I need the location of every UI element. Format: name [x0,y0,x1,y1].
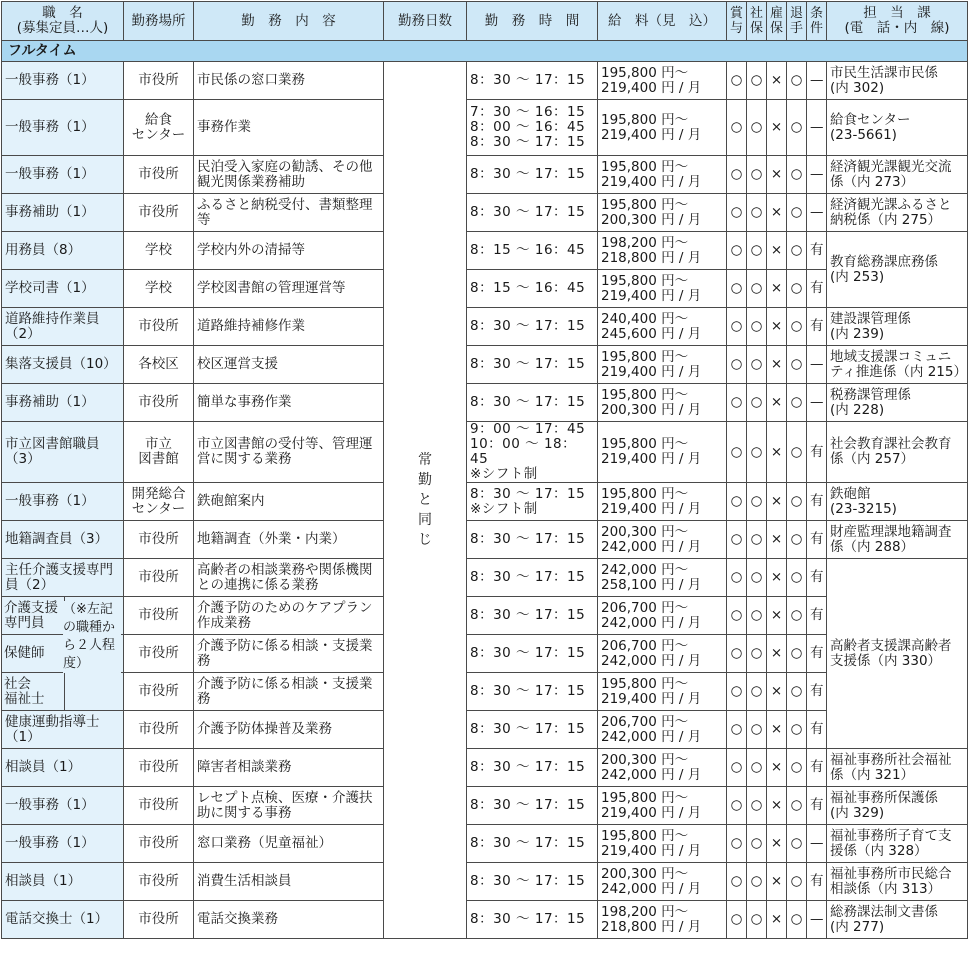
work-time: 8：30 ～ 17：15 [467,346,598,384]
contact-dept: 総務課法制文書係 (内 277) [827,901,968,939]
job-title: 道路維持作業員（2） [2,308,124,346]
table-row [2,194,968,232]
work-place: 市役所 [124,825,194,863]
work-time: 7：30 ～ 16：15 8：00 ～ 16：45 8：30 ～ 17：15 [467,100,598,156]
social-insurance-mark: ○ [747,863,767,901]
work-place: 各校区 [124,346,194,384]
condition-mark: — [807,100,827,156]
work-time: 8：30 ～ 17：15 [467,825,598,863]
work-place: 市役所 [124,62,194,100]
work-place: 学校 [124,270,194,308]
employment-insurance-mark: × [767,521,787,559]
section-label: フルタイム [2,41,968,62]
work-content: 介護予防体操普及業務 [194,711,384,749]
work-content: ふるさと納税受付、書類整理等 [194,194,384,232]
retirement-allowance-mark: ○ [787,673,807,711]
salary: 242,000 円～ 258,100 円 / 月 [598,559,727,597]
employment-insurance-mark: × [767,384,787,422]
salary: 206,700 円～ 242,000 円 / 月 [598,635,727,673]
table-row [2,863,968,901]
social-insurance-mark: ○ [747,673,767,711]
header-bonus: 賞 与 [727,2,747,41]
retirement-allowance-mark: ○ [787,635,807,673]
employment-insurance-mark: × [767,100,787,156]
condition-mark: — [807,346,827,384]
bonus-mark: ○ [727,559,747,597]
contact-dept: 税務課管理係 (内 228) [827,384,968,422]
work-time: 8：30 ～ 17：15 [467,787,598,825]
social-insurance-mark: ○ [747,156,767,194]
bonus-mark: ○ [727,232,747,270]
retirement-allowance-mark: ○ [787,100,807,156]
header-employ: 雇 保 [767,2,787,41]
table-row [2,232,968,270]
retirement-allowance-mark: ○ [787,308,807,346]
employment-insurance-mark: × [767,825,787,863]
work-time: 8：30 ～ 17：15 [467,749,598,787]
salary: 195,800 円～ 219,400 円 / 月 [598,100,727,156]
social-insurance-mark: ○ [747,232,767,270]
table-row [2,483,968,521]
employment-insurance-mark: × [767,422,787,483]
employment-insurance-mark: × [767,232,787,270]
job-split-wrap [2,673,123,710]
job-title: 電話交換士（1） [2,901,124,939]
table-row [2,62,968,100]
table-row [2,384,968,422]
employment-insurance-mark: × [767,863,787,901]
table-row [2,673,968,711]
salary: 198,200 円～ 218,800 円 / 月 [598,232,727,270]
header-row [2,2,968,41]
work-content: 障害者相談業務 [194,749,384,787]
employment-insurance-mark: × [767,62,787,100]
work-content: 高齢者の相談業務や関係機関との連携に係る業務 [194,559,384,597]
header-days: 勤務日数 [384,2,467,41]
work-time: 8：30 ～ 17：15 [467,673,598,711]
employment-insurance-mark: × [767,270,787,308]
bonus-mark: ○ [727,483,747,521]
salary: 206,700 円～ 242,000 円 / 月 [598,711,727,749]
work-place: 市役所 [124,711,194,749]
social-insurance-mark: ○ [747,100,767,156]
job-title: 学校司書（1） [2,270,124,308]
contact-dept: 福祉事務所保護係 (内 329) [827,787,968,825]
bonus-mark: ○ [727,635,747,673]
social-insurance-mark: ○ [747,270,767,308]
work-place: 市役所 [124,863,194,901]
header-retire: 退 手 [787,2,807,41]
contact-dept: 福祉事務所社会福祉係（内 321） [827,749,968,787]
salary: 195,800 円～ 200,300 円 / 月 [598,194,727,232]
employment-insurance-mark: × [767,559,787,597]
work-time: 8：30 ～ 17：15 ※シフト制 [467,483,598,521]
contact-dept: 市民生活課市民係 (内 302) [827,62,968,100]
retirement-allowance-mark: ○ [787,559,807,597]
retirement-allowance-mark: ○ [787,901,807,939]
table-row [2,346,968,384]
employment-insurance-mark: × [767,483,787,521]
social-insurance-mark: ○ [747,483,767,521]
bonus-mark: ○ [727,749,747,787]
retirement-allowance-mark: ○ [787,156,807,194]
condition-mark: — [807,384,827,422]
salary: 195,800 円～ 219,400 円 / 月 [598,422,727,483]
work-content: 電話交換業務 [194,901,384,939]
bonus-mark: ○ [727,863,747,901]
table-row [2,635,968,673]
retirement-allowance-mark: ○ [787,346,807,384]
work-place: 開発総合 センター [124,483,194,521]
retirement-allowance-mark: ○ [787,863,807,901]
condition-mark: 有 [807,673,827,711]
job-title-text: 社会 福祉士 [2,673,65,710]
table-row [2,787,968,825]
contact-dept: 地域支援課コミュニティ推進係（内 215） [827,346,968,384]
social-insurance-mark: ○ [747,62,767,100]
salary: 195,800 円～ 200,300 円 / 月 [598,384,727,422]
condition-mark: — [807,62,827,100]
work-content: レセプト点検、医療・介護扶助に関する事務 [194,787,384,825]
job-title: 市立図書館職員（3） [2,422,124,483]
social-insurance-mark: ○ [747,559,767,597]
work-place: 市役所 [124,521,194,559]
work-place: 市役所 [124,194,194,232]
salary: 200,300 円～ 242,000 円 / 月 [598,863,727,901]
work-content: 校区運営支援 [194,346,384,384]
salary: 195,800 円～ 219,400 円 / 月 [598,825,727,863]
contact-dept: 経済観光課観光交流係（内 273） [827,156,968,194]
social-insurance-mark: ○ [747,635,767,673]
contact-dept: 経済観光課ふるさと納税係（内 275） [827,194,968,232]
condition-mark: 有 [807,863,827,901]
bonus-mark: ○ [727,270,747,308]
condition-mark: 有 [807,559,827,597]
work-days-text: 常勤と同じ [418,452,432,548]
work-place: 市役所 [124,156,194,194]
retirement-allowance-mark: ○ [787,270,807,308]
bonus-mark: ○ [727,787,747,825]
work-place: 市役所 [124,308,194,346]
work-content: 市民係の窓口業務 [194,62,384,100]
condition-mark: 有 [807,521,827,559]
condition-mark: 有 [807,232,827,270]
contact-dept: 教育総務課庶務係 (内 253) [827,232,968,308]
job-title-text: 介護支援専門員 [2,597,65,634]
table-row [2,825,968,863]
work-time: 8：30 ～ 17：15 [467,597,598,635]
salary: 195,800 円～ 219,400 円 / 月 [598,673,727,711]
retirement-allowance-mark: ○ [787,194,807,232]
work-place: 市立 図書館 [124,422,194,483]
employment-insurance-mark: × [767,597,787,635]
work-place: 市役所 [124,597,194,635]
bonus-mark: ○ [727,521,747,559]
table-row [2,521,968,559]
work-content: 鉄砲館案内 [194,483,384,521]
condition-mark: — [807,901,827,939]
salary: 200,300 円～ 242,000 円 / 月 [598,749,727,787]
bonus-mark: ○ [727,346,747,384]
social-insurance-mark: ○ [747,422,767,483]
employment-insurance-mark: × [767,901,787,939]
bonus-mark: ○ [727,711,747,749]
table-row [2,100,968,156]
job-title: 地籍調査員（3） [2,521,124,559]
employment-insurance-mark: × [767,749,787,787]
bonus-mark: ○ [727,384,747,422]
job-title: 相談員（1） [2,863,124,901]
condition-mark: — [807,194,827,232]
social-insurance-mark: ○ [747,825,767,863]
social-insurance-mark: ○ [747,521,767,559]
condition-mark: 有 [807,483,827,521]
work-content: 学校図書館の管理運営等 [194,270,384,308]
salary: 195,800 円～ 219,400 円 / 月 [598,270,727,308]
work-days-merged [384,62,467,939]
header-contact: 担 当 課 (電 話・内 線) [827,2,968,41]
salary: 200,300 円～ 242,000 円 / 月 [598,521,727,559]
employment-insurance-mark: × [767,346,787,384]
work-content: 道路維持補修作業 [194,308,384,346]
bonus-mark: ○ [727,597,747,635]
work-time: 8：30 ～ 17：15 [467,308,598,346]
social-insurance-mark: ○ [747,384,767,422]
job-note: （※左記の職種から２人程度） [63,601,121,673]
contact-dept: 高齢者支援課高齢者支援係（内 330） [827,559,968,749]
job-title: 用務員（8） [2,232,124,270]
job-title: 一般事務（1） [2,483,124,521]
job-listing-table [1,1,968,939]
salary: 195,800 円～ 219,400 円 / 月 [598,346,727,384]
work-time: 8：15 ～ 16：45 [467,270,598,308]
social-insurance-mark: ○ [747,346,767,384]
work-time: 8：30 ～ 17：15 [467,384,598,422]
header-time: 勤 務 時 間 [467,2,598,41]
table-row [2,597,968,635]
bonus-mark: ○ [727,62,747,100]
job-title: 一般事務（1） [2,100,124,156]
bonus-mark: ○ [727,100,747,156]
contact-dept: 福祉事務所子育て支援係（内 328） [827,825,968,863]
retirement-allowance-mark: ○ [787,597,807,635]
work-time: 8：30 ～ 17：15 [467,521,598,559]
work-place: 市役所 [124,673,194,711]
salary: 206,700 円～ 242,000 円 / 月 [598,597,727,635]
job-title: 主任介護支援専門員（2） [2,559,124,597]
employment-insurance-mark: × [767,635,787,673]
social-insurance-mark: ○ [747,787,767,825]
salary: 240,400 円～ 245,600 円 / 月 [598,308,727,346]
retirement-allowance-mark: ○ [787,521,807,559]
work-place: 市役所 [124,787,194,825]
job-title: 一般事務（1） [2,825,124,863]
retirement-allowance-mark: ○ [787,787,807,825]
contact-dept: 社会教育課社会教育係（内 257） [827,422,968,483]
work-content: 事務作業 [194,100,384,156]
job-title-text: 保健師 [2,635,65,672]
condition-mark: — [807,156,827,194]
job-title: 相談員（1） [2,749,124,787]
table-row [2,749,968,787]
work-content: 市立図書館の受付等、管理運営に関する業務 [194,422,384,483]
work-time: 8：30 ～ 17：15 [467,62,598,100]
job-title: 事務補助（1） [2,194,124,232]
condition-mark: — [807,825,827,863]
table-row [2,422,968,483]
header-job: 職 名 (募集定員…人) [2,2,124,41]
work-place: 市役所 [124,559,194,597]
retirement-allowance-mark: ○ [787,384,807,422]
work-time: 8：30 ～ 17：15 [467,901,598,939]
work-time: 8：30 ～ 17：15 [467,711,598,749]
work-place: 給食 センター [124,100,194,156]
job-title: 一般事務（1） [2,156,124,194]
bonus-mark: ○ [727,673,747,711]
section-row [2,41,968,62]
work-place: 学校 [124,232,194,270]
work-place: 市役所 [124,384,194,422]
condition-mark: 有 [807,270,827,308]
contact-dept: 財産監理課地籍調査係（内 288） [827,521,968,559]
work-content: 消費生活相談員 [194,863,384,901]
social-insurance-mark: ○ [747,749,767,787]
work-content: 地籍調査（外業・内業） [194,521,384,559]
header-social: 社 保 [747,2,767,41]
work-content: 民泊受入家庭の勧誘、その他観光関係業務補助 [194,156,384,194]
salary: 195,800 円～ 219,400 円 / 月 [598,483,727,521]
condition-mark: 有 [807,422,827,483]
salary: 195,800 円～ 219,400 円 / 月 [598,787,727,825]
work-place: 市役所 [124,901,194,939]
condition-mark: 有 [807,308,827,346]
job-title: 一般事務（1） [2,62,124,100]
work-time: 8：30 ～ 17：15 [467,194,598,232]
salary: 198,200 円～ 218,800 円 / 月 [598,901,727,939]
employment-insurance-mark: × [767,673,787,711]
work-content: 窓口業務（児童福祉） [194,825,384,863]
job-title: 健康運動指導士（1） [2,711,124,749]
header-cond: 条 件 [807,2,827,41]
contact-dept: 鉄砲館 (23-3215) [827,483,968,521]
retirement-allowance-mark: ○ [787,232,807,270]
job-title: 一般事務（1） [2,787,124,825]
table-row [2,308,968,346]
social-insurance-mark: ○ [747,711,767,749]
bonus-mark: ○ [727,825,747,863]
employment-insurance-mark: × [767,308,787,346]
bonus-mark: ○ [727,422,747,483]
social-insurance-mark: ○ [747,901,767,939]
bonus-mark: ○ [727,156,747,194]
retirement-allowance-mark: ○ [787,825,807,863]
work-time: 9：00 ～ 17：45 10：00 ～ 18：45 ※シフト制 [467,422,598,483]
table-row [2,559,968,597]
work-content: 介護予防に係る相談・支援業務 [194,673,384,711]
work-content: 介護予防のためのケアプラン作成業務 [194,597,384,635]
job-title: 集落支援員（10） [2,346,124,384]
contact-dept: 給食センター (23-5661) [827,100,968,156]
job-title: 事務補助（1） [2,384,124,422]
work-content: 学校内外の清掃等 [194,232,384,270]
table-row [2,270,968,308]
condition-mark: 有 [807,635,827,673]
work-place: 市役所 [124,749,194,787]
header-content: 勤 務 内 容 [194,2,384,41]
header-place: 勤務場所 [124,2,194,41]
employment-insurance-mark: × [767,711,787,749]
header-pay: 給 料（見 込） [598,2,727,41]
retirement-allowance-mark: ○ [787,62,807,100]
contact-dept: 建設課管理係 (内 239) [827,308,968,346]
retirement-allowance-mark: ○ [787,749,807,787]
work-time: 8：30 ～ 17：15 [467,635,598,673]
table-body [2,41,968,939]
condition-mark: 有 [807,787,827,825]
employment-insurance-mark: × [767,156,787,194]
salary: 195,800 円～ 219,400 円 / 月 [598,62,727,100]
table-row [2,711,968,749]
condition-mark: 有 [807,749,827,787]
retirement-allowance-mark: ○ [787,711,807,749]
work-place: 市役所 [124,635,194,673]
work-time: 8：30 ～ 17：15 [467,559,598,597]
employment-insurance-mark: × [767,194,787,232]
bonus-mark: ○ [727,901,747,939]
table-row [2,901,968,939]
work-time: 8：15 ～ 16：45 [467,232,598,270]
employment-insurance-mark: × [767,787,787,825]
salary: 195,800 円～ 219,400 円 / 月 [598,156,727,194]
bonus-mark: ○ [727,194,747,232]
condition-mark: 有 [807,597,827,635]
work-time: 8：30 ～ 17：15 [467,156,598,194]
condition-mark: 有 [807,711,827,749]
social-insurance-mark: ○ [747,194,767,232]
work-content: 簡単な事務作業 [194,384,384,422]
bonus-mark: ○ [727,308,747,346]
work-content: 介護予防に係る相談・支援業務 [194,635,384,673]
work-time: 8：30 ～ 17：15 [467,863,598,901]
social-insurance-mark: ○ [747,308,767,346]
job-title [2,673,124,711]
social-insurance-mark: ○ [747,597,767,635]
retirement-allowance-mark: ○ [787,422,807,483]
retirement-allowance-mark: ○ [787,483,807,521]
contact-dept: 福祉事務所市民総合相談係（内 313） [827,863,968,901]
table-row [2,156,968,194]
